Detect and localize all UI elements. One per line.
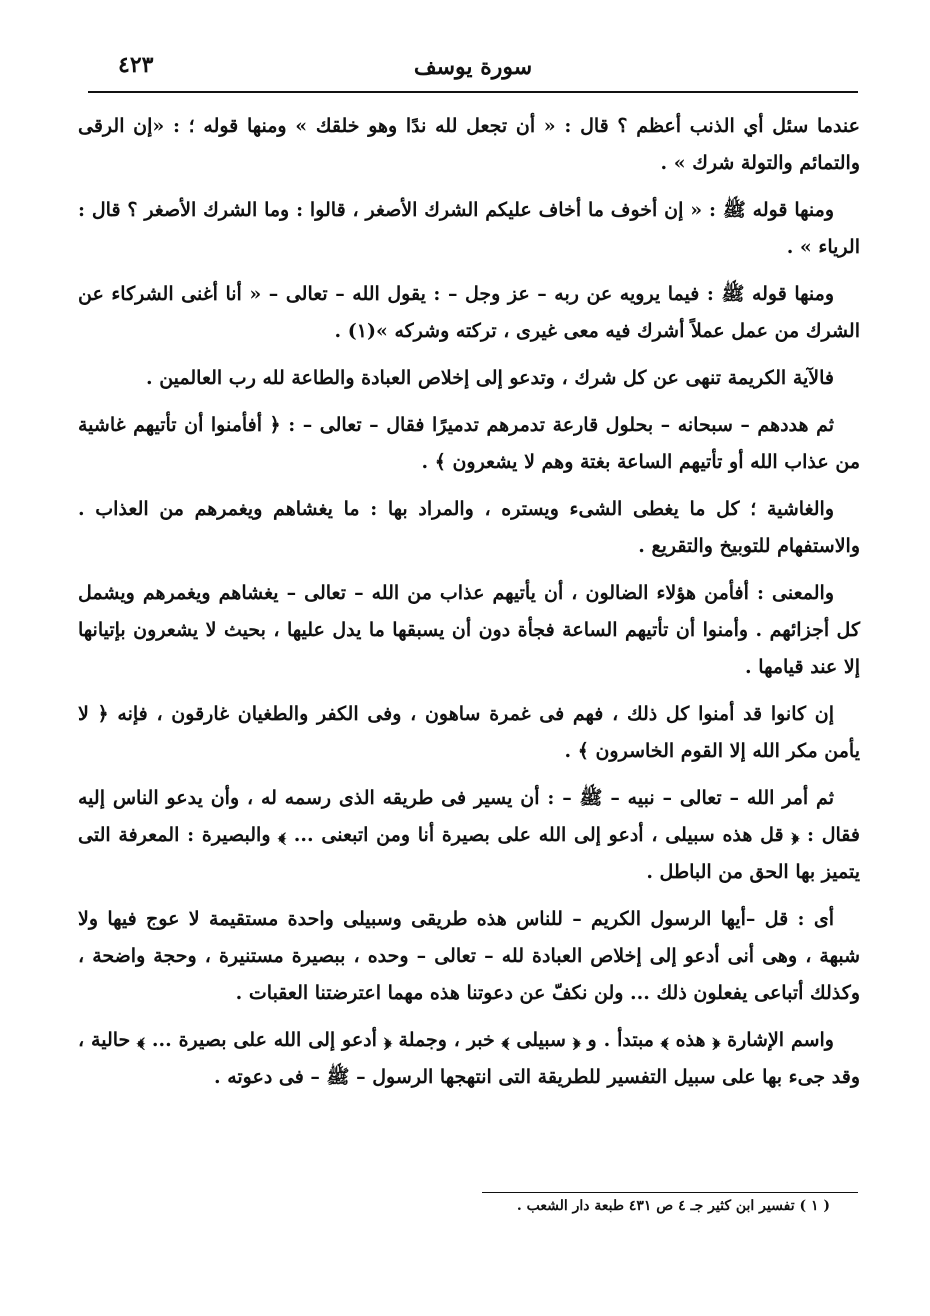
page-body [78, 108, 860, 1106]
paragraph: والغاشية ؛ كل ما يغطى الشىء ويستره ، والمراد بها : ما يغشاهم ويغمرهم من العذاب . والاستفهام للتوبيخ والتقريع . [78, 498, 860, 557]
paragraph: واسم الإشارة ﴿ هذه ﴾ مبتدأ . و ﴿ سبيلى ﴾ خبر ، وجملة ﴿ أدعو إلى الله على بصيرة ... ﴾ حالية ، وقد جىء بها على سبيل التفسير للطريقة التى انتهجها الرسول – ﷺ – فى دعوته . [78, 1029, 860, 1088]
page-header [88, 52, 858, 88]
surah-title: سورة يوسف [413, 54, 533, 80]
paragraph: ثم أمر الله – تعالى – نبيه – ﷺ – : أن يسير فى طريقه الذى رسمه له ، وأن يدعو الناس إليه فقال : ﴿ قل هذه سبيلى ، أدعو إلى الله على بصيرة أنا ومن اتبعنى ... ﴾ والبصيرة : المعرفة التى يتميز بها الحق من الباطل . [78, 787, 860, 883]
paragraph: ثم هددهم – سبحانه – بحلول قارعة تدمرهم تدميرًا فقال – تعالى – : ﴿ أفأمنوا أن تأتيهم غاشية من عذاب الله أو تأتيهم الساعة بغتة وهم لا يشعرون ﴾ . [78, 414, 860, 473]
paragraph: إن كانوا قد أمنوا كل ذلك ، فهم فى غمرة ساهون ، وفى الكفر والطغيان غارقون ، فإنه ﴿ لا يأمن مكر الله إلا القوم الخاسرون ﴾ . [78, 703, 860, 762]
footnote: ( ١ ) تفسير ابن كثير جـ ٤ ص ٤٣١ طبعة دار الشعب . [516, 1198, 830, 1214]
paragraph: ومنها قوله ﷺ : فيما يرويه عن ربه – عز وجل – : يقول الله – تعالى – « أنا أغنى الشركاء عن الشرك من عمل عملاً أشرك فيه معى غيرى ، تركته وشركه »(١) . [78, 283, 860, 342]
paragraph: أى : قل –أيها الرسول الكريم – للناس هذه طريقى وسبيلى واحدة مستقيمة لا عوج فيها ولا شبهة ، وهى أنى أدعو إلى إخلاص العبادة لله – تعالى – وحده ، ببصيرة مستنيرة ، وحجة واضحة ، وكذلك أتباعى يفعلون ذلك ... ولن نكفّ عن دعوتنا هذه مهما اعترضتنا العقبات . [78, 908, 860, 1004]
paragraph: عندما سئل أي الذنب أعظم ؟ قال : « أن تجعل لله ندًا وهو خلقك » ومنها قوله ؛ : «إن الرقى والتمائم والتولة شرك » . [78, 115, 860, 174]
paragraph: ومنها قوله ﷺ : « إن أخوف ما أخاف عليكم الشرك الأصغر ، قالوا : وما الشرك الأصغر ؟ قال : الرياء » . [78, 199, 860, 258]
paragraph: والمعنى : أفأمن هؤلاء الضالون ، أن يأتيهم عذاب من الله – تعالى – يغشاهم ويغمرهم ويشمل كل أجزائهم . وأمنوا أن تأتيهم الساعة فجأة دون أن يسبقها ما يدل عليها ، بحيث لا يشعرون بإتيانها إلا عند قيامها . [78, 582, 860, 678]
header-rule [88, 91, 858, 93]
paragraph: فالآية الكريمة تنهى عن كل شرك ، وتدعو إلى إخلاص العبادة والطاعة لله رب العالمين . [145, 367, 834, 389]
page-number: ٤٢٣ [118, 52, 154, 78]
footnote-rule [482, 1192, 858, 1193]
